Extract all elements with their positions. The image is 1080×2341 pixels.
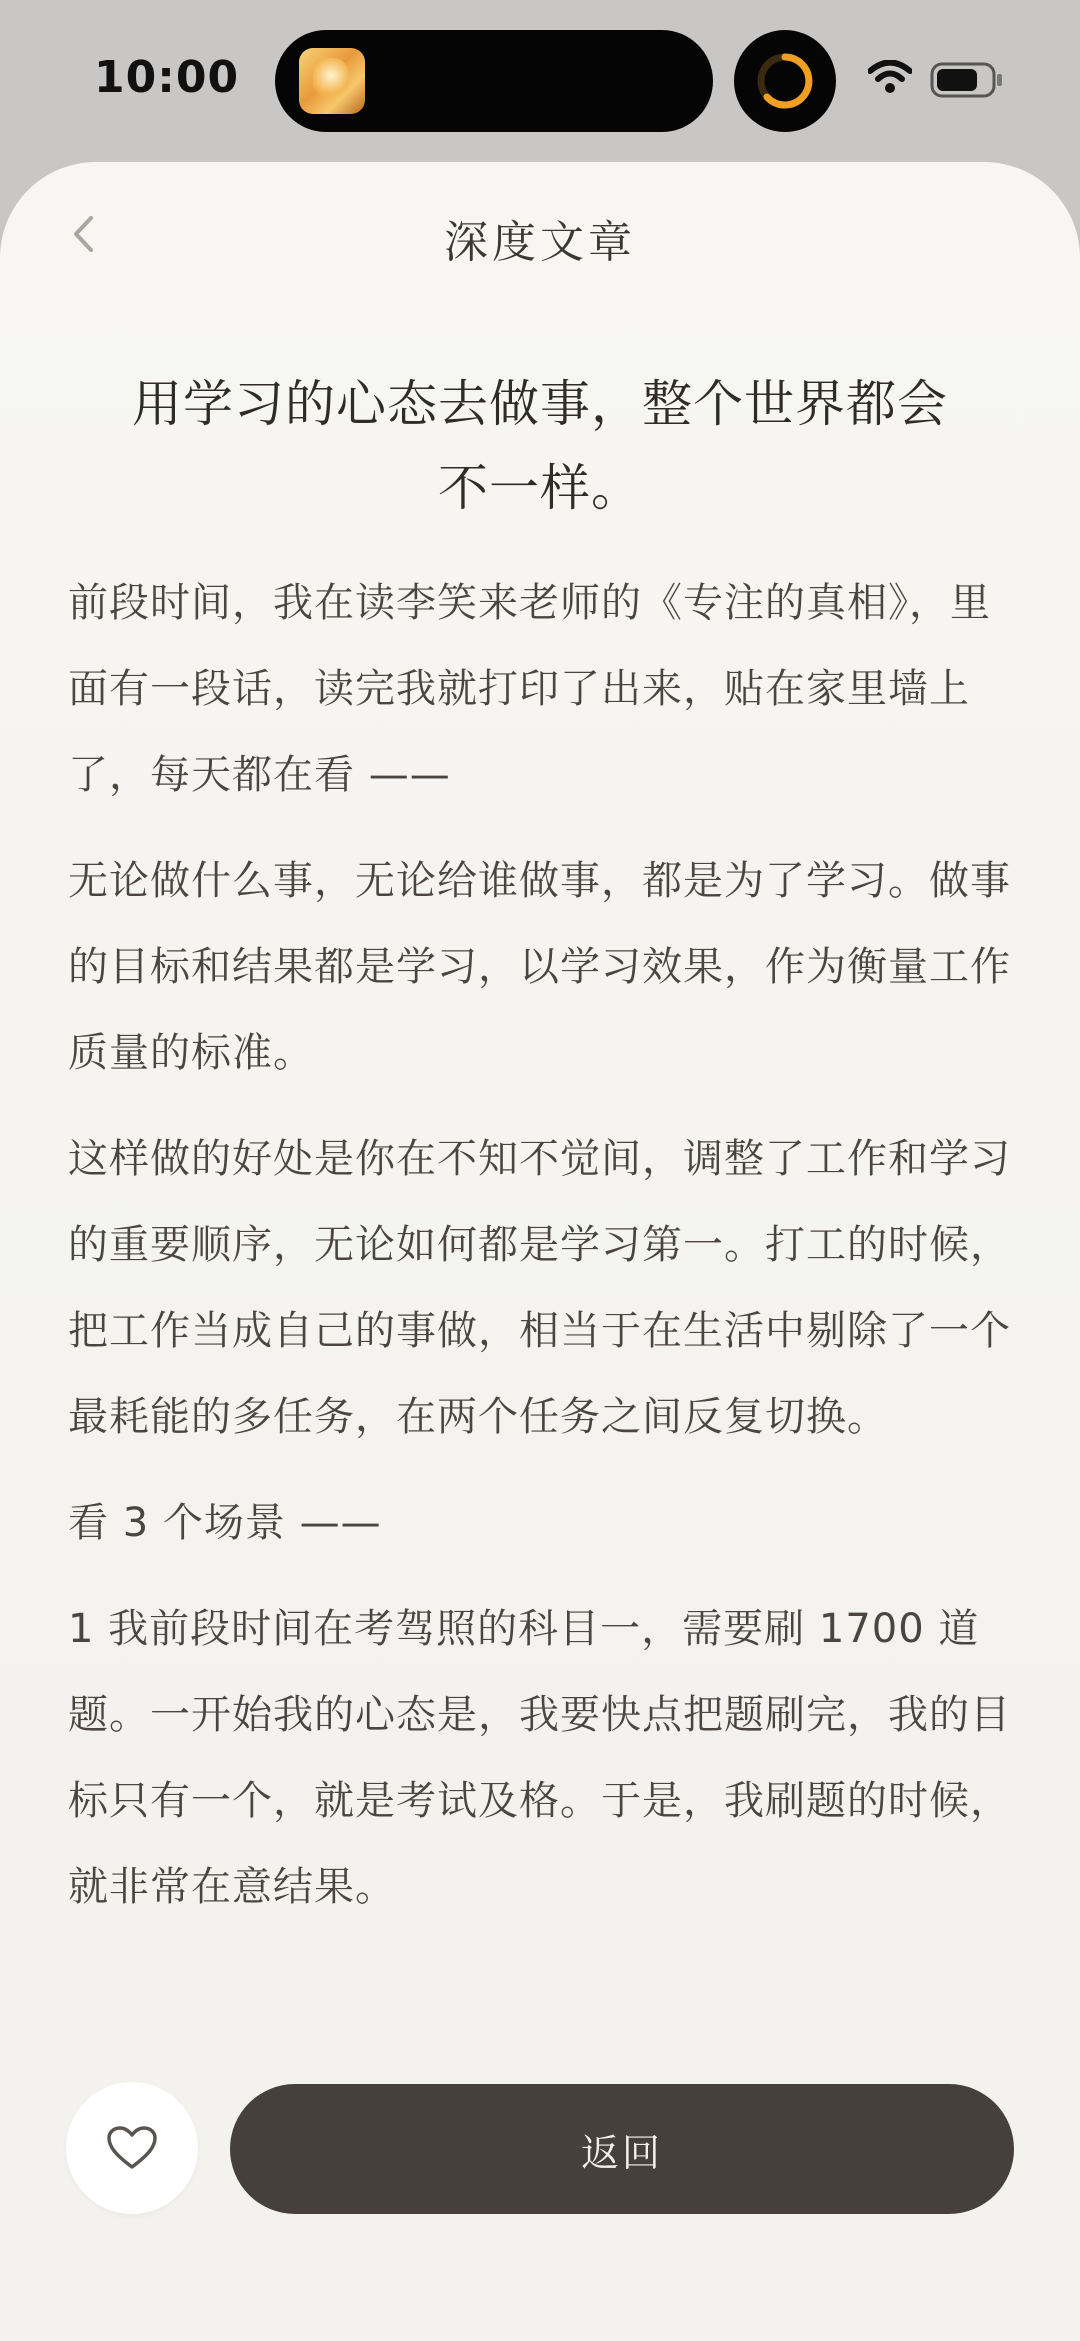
heart-icon: [106, 2125, 158, 2171]
content-fade: [0, 1962, 1080, 2022]
page-title: 深度文章: [444, 217, 636, 268]
wifi-icon: [868, 60, 912, 94]
return-button-label: 返回: [580, 2130, 663, 2175]
article-title: [68, 362, 1012, 530]
return-button[interactable]: [230, 2084, 1014, 2214]
dynamic-island[interactable]: [275, 30, 713, 132]
timer-activity[interactable]: [734, 30, 836, 132]
status-time: 10:00: [94, 52, 240, 103]
battery-icon: [930, 62, 1004, 98]
article-title-line2: 不一样。: [438, 459, 642, 517]
status-bar: [0, 0, 1080, 160]
bottom-action-bar: [0, 2050, 1080, 2341]
article-paragraph-4: 看 3 个场景 ——: [68, 1500, 382, 1546]
article-sheet: [0, 162, 1080, 2341]
nav-bar: [0, 162, 1080, 302]
article-content: [68, 362, 1012, 1950]
article-title-line1: 用学习的心态去做事，整个世界都会: [132, 375, 948, 433]
article-paragraph-1: 前段时间，我在读李笑来老师的《专注的真相》，里面有一段话，读完我就打印了出来，贴在家里墙上了，每天都在看 ——: [68, 580, 991, 798]
live-activity-app-icon[interactable]: [299, 48, 365, 114]
article-paragraph-2: 无论做什么事，无论给谁做事，都是为了学习。做事的目标和结果都是学习，以学习效果，作为衡量工作质量的标准。: [68, 858, 1011, 1076]
timer-progress-icon: [753, 49, 817, 113]
article-paragraph-5: 1 我前段时间在考驾照的科目一，需要刷 1700 道题。一开始我的心态是，我要快点把题刷完，我的目标只有一个，就是考试及格。于是，我刷题的时候，就非常在意结果。: [68, 1606, 1011, 1910]
article-paragraph-3: 这样做的好处是你在不知不觉间，调整了工作和学习的重要顺序，无论如何都是学习第一。打工的时候，把工作当成自己的事做，相当于在生活中剔除了一个最耗能的多任务，在两个任务之间反复切换。: [68, 1136, 1011, 1440]
like-button[interactable]: [66, 2082, 198, 2214]
